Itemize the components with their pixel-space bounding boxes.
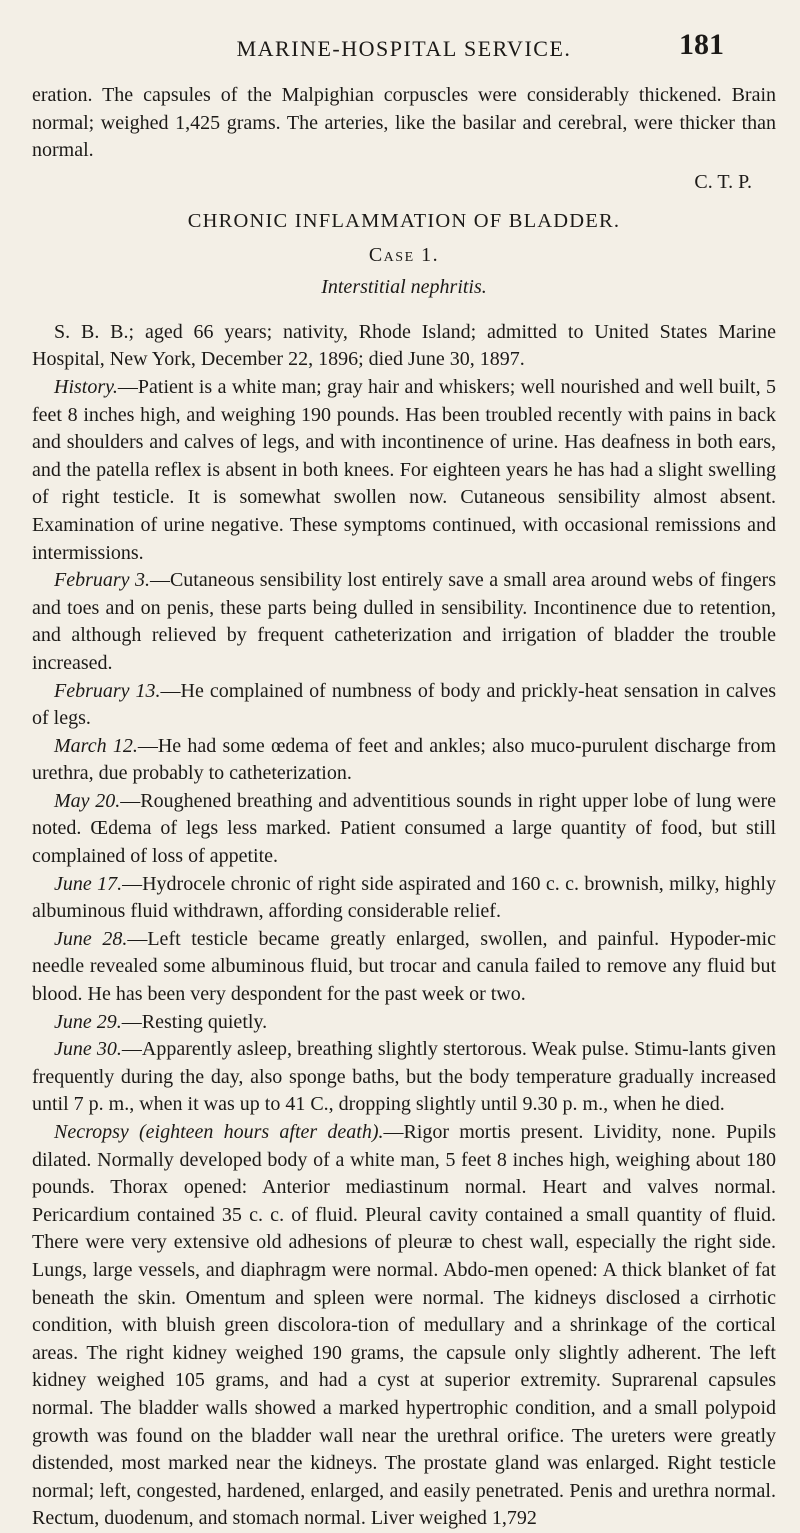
paragraph-text: —Roughened breathing and adventitious sounds in right upper lobe of lung were noted. Œdema of legs less marked. Patient consumed a large quantity of food, but still complained of loss of appetite. <box>32 789 776 868</box>
paragraph-text: —He had some œdema of feet and ankles; also muco-purulent discharge from urethra, due probably to catheterization. <box>32 734 776 785</box>
case-subtitle: Interstitial nephritis. <box>321 275 487 298</box>
case-paragraph <box>32 926 776 1009</box>
paragraph-label: June 17. <box>54 872 123 895</box>
running-head: MARINE-HOSPITAL SERVICE. <box>236 36 572 61</box>
page-header <box>32 0 776 82</box>
paragraph-label: May 20. <box>54 789 121 812</box>
case-paragraph <box>32 788 776 871</box>
case-paragraph <box>32 319 776 374</box>
section-title: CHRONIC INFLAMMATION OF BLADDER. <box>187 209 621 232</box>
case-paragraph <box>32 1119 776 1533</box>
paragraph-label: June 28. <box>54 927 128 950</box>
author-initials: C. T. P. <box>694 170 752 193</box>
intro-paragraph: eration. The capsules of the Malpighian corpuscles were considerably thickened. Brain normal; weighed 1,425 grams. The arteries, like the basilar and cerebral, were thicker than normal. <box>32 84 776 162</box>
paragraph-text: —Rigor mortis present. Lividity, none. Pupils dilated. Normally developed body of a white man, 5 feet 8 inches high, weighing about 180 pounds. Thorax opened: Anterior mediastinum normal. Heart and valves normal. Pericardium contained 35 c. c. of fluid. Pleural cavity contained a small quantity of fluid. There were very extensive old adhesions of pleuræ to chest wall, especially the right side. Lungs, large vessels, and diaphragm were normal. Abdo-men opened: A thick blanket of fat beneath the skin. Omentum and spleen were normal. The kidneys disclosed a cirrhotic condition, with bluish green discolora-tion of medullary and a shrinkage of the cortical areas. The right kidney weighed 190 grams, the capsule only slightly adherent. The left kidney weighed 105 grams, and had a cyst at superior extremity. Suprarenal capsules normal. The bladder walls showed a marked hypertrophic condition, and a small polypoid growth was found on the bladder wall near the urethral orifice. The ureters were greatly distended, most marked near the kidneys. The prostate gland was enlarged. Right testicle normal; left, congested, hardened, enlarged, and easily penetrated. Penis and urethra normal. Rectum, duodenum, and stomach normal. Liver weighed 1,792 <box>32 1121 776 1530</box>
paragraph-label: February 3. <box>54 569 150 592</box>
paragraph-label: June 29. <box>54 1010 122 1033</box>
paragraph-text: —Cutaneous sensibility lost entirely save a small area around webs of fingers and toes and on penis, these parts being dulled in sensibility. Incontinence due to retention, and although relieved by frequent catheterization and irrigation of bladder the trouble increased. <box>32 569 776 674</box>
paragraph-text: —Apparently asleep, breathing slightly stertorous. Weak pulse. Stimu-lants given frequently during the day, also sponge baths, but the body temperature gradually increased until 7 p. m., when it was up to 41 C., dropping slightly until 9.30 p. m., when he died. <box>32 1038 776 1116</box>
case-paragraph <box>32 733 776 788</box>
case-paragraph <box>32 374 776 567</box>
paragraph-label: February 13. <box>54 679 161 702</box>
case-label: Case 1. <box>368 243 440 266</box>
page-number: 181 <box>679 28 724 61</box>
case-paragraph <box>32 1036 776 1119</box>
paragraph-text: S. B. B.; aged 66 years; nativity, Rhode Island; admitted to United States Marine Hospital, New York, December 22, 1896; died June 30, 1897. <box>32 320 776 371</box>
paragraph-label: June 30. <box>54 1038 122 1061</box>
paragraph-label: Necropsy (eighteen hours after death). <box>54 1121 384 1143</box>
case-paragraph <box>32 1009 776 1037</box>
paragraph-text: —Patient is a white man; gray hair and whiskers; well nourished and well built, 5 feet 8 inches high, and weighing 190 pounds. Has been troubled recently with pains in back and shoulders and calves of legs, and with incontinence of urine. Has deafness in both ears, and the patella reflex is absent in both knees. For eighteen years he has had a slight swelling of right testicle. It is somewhat swollen now. Cutaneous sensibility almost absent. Examination of urine negative. These symptoms continued, with occasional remissions and intermissions. <box>32 375 776 564</box>
paragraph-label: History. <box>54 375 118 398</box>
paragraph-label: March 12. <box>54 734 138 757</box>
case-body <box>32 319 776 1533</box>
paragraph-text: —He complained of numbness of body and prickly-heat sensation in calves of legs. <box>32 679 776 730</box>
paragraph-text: —Resting quietly. <box>121 1010 268 1033</box>
case-paragraph <box>32 871 776 926</box>
case-paragraph <box>32 567 776 677</box>
paragraph-text: —Hydrocele chronic of right side aspirated and 160 c. c. brownish, milky, highly albuminous fluid withdrawn, affording considerable relief. <box>32 872 776 923</box>
case-paragraph <box>32 678 776 733</box>
paragraph-text: —Left testicle became greatly enlarged, swollen, and painful. Hypoder-mic needle revealed some albuminous fluid, but trocar and canula failed to remove any fluid but blood. He has been very despondent for the past week or two. <box>32 927 776 1006</box>
